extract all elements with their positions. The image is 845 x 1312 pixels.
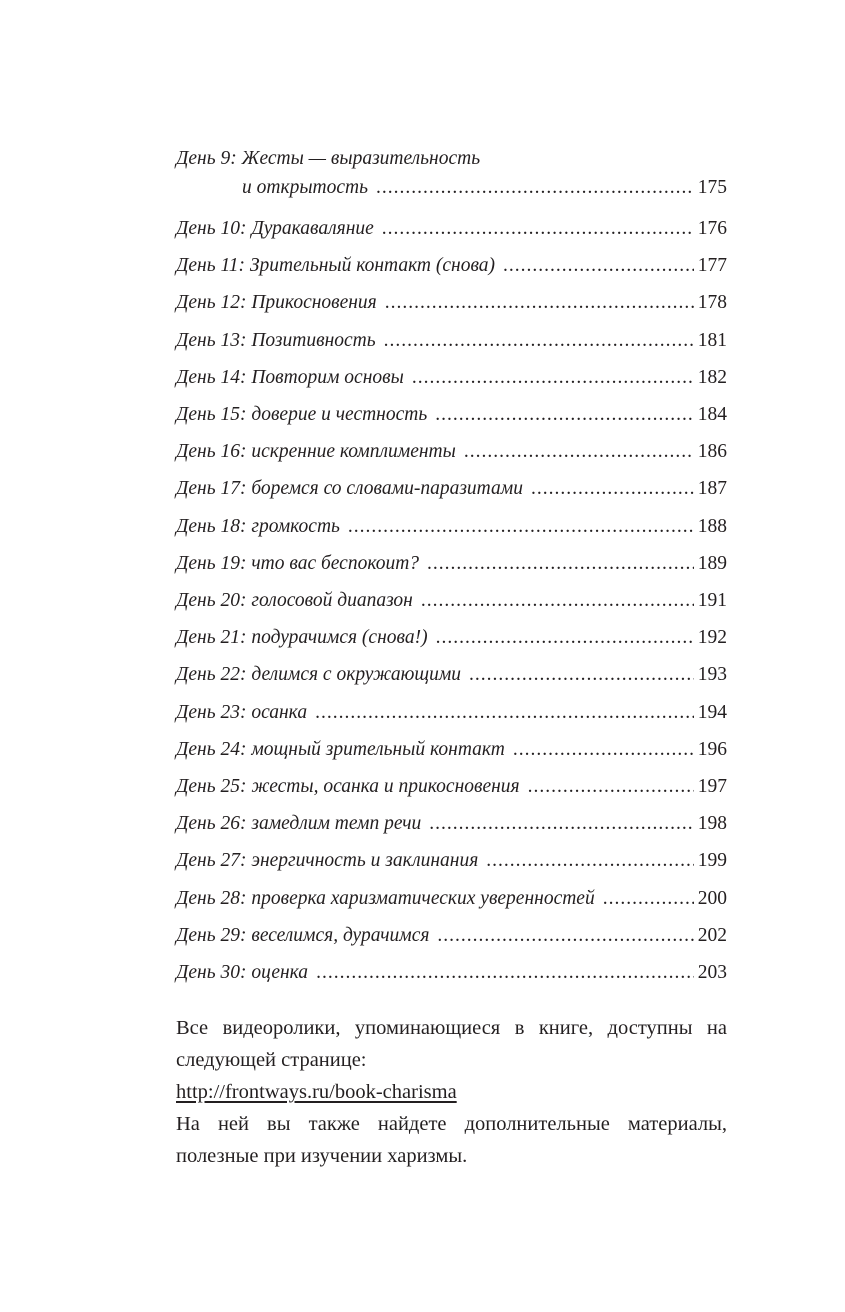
toc-entry-title: День 17: боремся со словами-паразитами: [176, 478, 523, 500]
dot-leader: [486, 842, 693, 879]
dot-leader: [382, 210, 694, 247]
toc-entry[interactable]: [176, 694, 727, 731]
toc-entry[interactable]: [176, 768, 727, 805]
toc-page-number: 200: [697, 887, 727, 909]
videos-paragraph: Все видеоролики, упоминающиеся в книге, доступны на следующей странице:: [176, 1017, 727, 1071]
toc-page-number: 199: [697, 850, 727, 872]
materials-paragraph: На ней вы также найдете дополнительные материалы, полезные при изучении харизмы.: [176, 1113, 727, 1167]
toc-entry-title: День 28: проверка харизматических уверенностей: [176, 887, 595, 909]
toc-page-number: 175: [697, 177, 727, 198]
toc-entry-title: День 21: подурачимся (снова!): [176, 627, 428, 649]
toc-entry-title: День 14: Повторим основы: [176, 366, 404, 388]
toc-page-number: 193: [697, 664, 727, 686]
toc-entry[interactable]: [176, 545, 727, 582]
dot-leader: [427, 545, 694, 582]
toc-page-number: 187: [697, 478, 727, 500]
dot-leader: [421, 582, 694, 619]
toc-page-number: 198: [697, 813, 727, 835]
toc-entry[interactable]: [176, 396, 727, 433]
toc-entry[interactable]: [176, 210, 727, 247]
toc-page-number: 186: [697, 441, 727, 463]
toc-page-number: 182: [697, 366, 727, 388]
url-paragraph: [176, 1076, 727, 1108]
dot-leader: [316, 954, 694, 991]
toc-list: [176, 210, 727, 991]
dot-leader: [531, 470, 694, 507]
toc-entry[interactable]: [176, 433, 727, 470]
dot-leader: [376, 173, 694, 202]
toc-page-number: 192: [697, 627, 727, 649]
dot-leader: [435, 396, 694, 433]
toc-entry-day-9[interactable]: [176, 144, 727, 202]
toc-entry[interactable]: [176, 470, 727, 507]
toc-entry-title: День 15: доверие и честность: [176, 404, 428, 426]
toc-entry[interactable]: [176, 842, 727, 879]
dot-leader: [384, 322, 694, 359]
toc-page-number: 202: [697, 924, 727, 946]
dot-leader: [412, 359, 694, 396]
dot-leader: [503, 247, 694, 284]
website-link[interactable]: http://frontways.ru/book-charisma: [176, 1081, 457, 1103]
toc-entry-title: День 20: голосовой диапазон: [176, 590, 413, 612]
toc-page-number: 177: [697, 255, 727, 277]
toc-entry-title: День 25: жесты, осанка и прикосновения: [176, 776, 520, 798]
toc-entry[interactable]: [176, 731, 727, 768]
toc-entry-title: День 23: осанка: [176, 701, 308, 723]
toc-entry-title: День 12: Прикосновения: [176, 292, 377, 314]
toc-page-number: 189: [697, 552, 727, 574]
dot-leader: [385, 284, 694, 321]
toc-page-number: 188: [697, 515, 727, 537]
toc-page-number: 196: [697, 738, 727, 760]
toc-entry[interactable]: [176, 805, 727, 842]
toc-page-number: 184: [697, 404, 727, 426]
toc-entry-title: День 24: мощный зрительный контакт: [176, 738, 505, 760]
toc-entry[interactable]: [176, 880, 727, 917]
toc-entry[interactable]: [176, 322, 727, 359]
toc-page-number: 176: [697, 218, 727, 239]
toc-entry-title: День 18: громкость: [176, 515, 340, 537]
toc-page-number: 181: [697, 329, 727, 351]
toc-entry[interactable]: [176, 619, 727, 656]
toc-entry-title: День 16: искренние комплименты: [176, 441, 456, 463]
toc-entry-title: День 22: делимся с окружающими: [176, 664, 462, 686]
dot-leader: [469, 656, 694, 693]
toc-page-number: 197: [697, 776, 727, 798]
toc-page-number: 194: [697, 701, 727, 723]
toc-entry[interactable]: [176, 656, 727, 693]
dot-leader: [437, 917, 693, 954]
dot-leader: [429, 805, 693, 842]
toc-entry[interactable]: [176, 284, 727, 321]
toc-entry-title: День 11: Зрительный контакт (снова): [176, 255, 496, 277]
dot-leader: [348, 508, 694, 545]
dot-leader: [315, 694, 694, 731]
toc-page-number: 178: [697, 292, 727, 314]
toc-entry-title: День 27: энергичность и заклинания: [176, 850, 479, 872]
toc-entry-title: День 30: оценка: [176, 962, 309, 984]
toc-entry[interactable]: [176, 954, 727, 991]
toc-entry-title: День 13: Позитивность: [176, 329, 376, 351]
table-of-contents: [176, 144, 727, 991]
toc-entry-title-line2: и открытость: [242, 177, 368, 198]
toc-entry-title: День 19: что вас беспокоит?: [176, 552, 420, 574]
toc-entry[interactable]: [176, 359, 727, 396]
toc-entry-title-line1: День 9: Жесты — выразительность: [176, 148, 481, 169]
toc-entry[interactable]: [176, 917, 727, 954]
dot-leader: [603, 880, 694, 917]
toc-entry[interactable]: [176, 247, 727, 284]
toc-entry-title: День 29: веселимся, дурачимся: [176, 924, 430, 946]
dot-leader: [513, 731, 694, 768]
toc-entry-title: День 10: Дуракаваляние: [176, 218, 374, 239]
toc-entry[interactable]: [176, 582, 727, 619]
dot-leader: [528, 768, 694, 805]
video-notes: [176, 1012, 727, 1172]
dot-leader: [464, 433, 694, 470]
toc-page-number: 203: [697, 962, 727, 984]
toc-page-number: 191: [697, 590, 727, 612]
dot-leader: [436, 619, 694, 656]
toc-entry[interactable]: [176, 508, 727, 545]
toc-entry-title: День 26: замедлим темп речи: [176, 813, 422, 835]
